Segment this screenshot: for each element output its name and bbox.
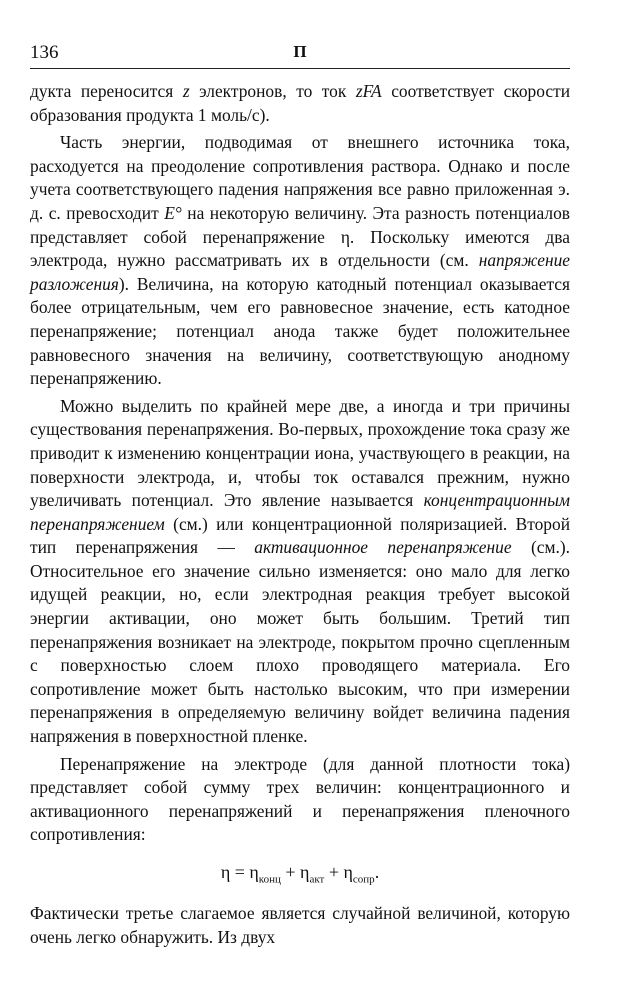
paragraph-1: [30, 80, 570, 127]
symbol-z: z: [182, 81, 190, 101]
page-header: [30, 40, 570, 69]
text-run: соответствует скорости образования продукта 1 моль/с).: [30, 81, 571, 125]
formula-subscript: сопр: [352, 873, 375, 886]
text-run: на некоторую величину. Эта разность потенциалов представляет собой перенапряжение η. Поскольку имеются два электрода, нужно рассматривать их в отдельности (см.: [30, 202, 571, 271]
cross-reference: концентрационным перенапряжением: [30, 490, 570, 534]
text-run: дукта переносится: [30, 81, 183, 101]
formula-part: + η: [280, 862, 310, 882]
formula-part: η = η: [220, 862, 259, 882]
running-head: П: [293, 42, 307, 61]
text-run: (см.) или концентрационной поляризацией. Второй тип перенапряжения —: [30, 513, 570, 558]
text-run: (см.). Относительное его значение сильно изменяется: оно мало для легко идущей реакции, но, если электродная реакция требует высокой энергии активации, оно может быть большим. Третий тип перенапряжения возникает на электроде, покрытом прочно сцепленным с поверхностью слоем плохо проводящего материала. Его сопротивление может быть настолько высоким, что при измерении перенапряжения в определяемую величину войдет величина падения напряжения в поверхностной пленке.: [30, 537, 570, 747]
text-run: электронов, то ток: [189, 81, 356, 101]
paragraph-2: [30, 131, 570, 391]
cross-reference: напряжение разложения: [30, 250, 570, 294]
formula-subscript: акт: [309, 873, 325, 886]
symbol-zfa: zFA: [355, 81, 382, 101]
symbol-e0: E°: [164, 202, 182, 223]
formula-part: + η: [324, 862, 353, 882]
paragraph-4: Перенапряжение на электроде (для данной плотности тока) представляет собой сумму трех величин: концентрационного и активационного перенапряжений и перенапряжения пленочного сопротивления:: [30, 753, 570, 845]
text-run: Можно выделить по крайней мере две, а иногда и три причины существования перенапряжения. Во-первых, прохождение тока сразу же приводит к изменению концентрации иона, участвующего в реакции, на поверхности электрода, и, чтобы ток оставался прежним, нужно увеличивать потенциал. Это явление называется: [30, 395, 570, 511]
paragraph-3: [30, 395, 570, 749]
text-run: Часть энергии, подводимая от внешнего источника тока, расходуется на преодоление сопротивления раствора. Однако и после учета соответствующего падения напряжения все равно приложенная э. д. с. превосходит: [30, 132, 570, 223]
page-number: 136: [30, 42, 59, 63]
formula-subscript: конц: [258, 873, 281, 886]
cross-reference: активационное перенапряжение: [254, 537, 512, 558]
text-run: ). Величина, на которую катодный потенциал оказывается более отрицательным, чем его равновесное значение, есть катодное перенапряжение; потенциал анода также будет положительнее равновесного значения на величину, соответствующую анодному перенапряжению.: [30, 273, 570, 389]
overvoltage-formula: [30, 861, 570, 892]
page-body: [30, 80, 570, 949]
formula-part: .: [374, 862, 380, 882]
paragraph-5: Фактически третье слагаемое является случайной величиной, которую очень легко обнаружить. Из двух: [30, 903, 570, 947]
